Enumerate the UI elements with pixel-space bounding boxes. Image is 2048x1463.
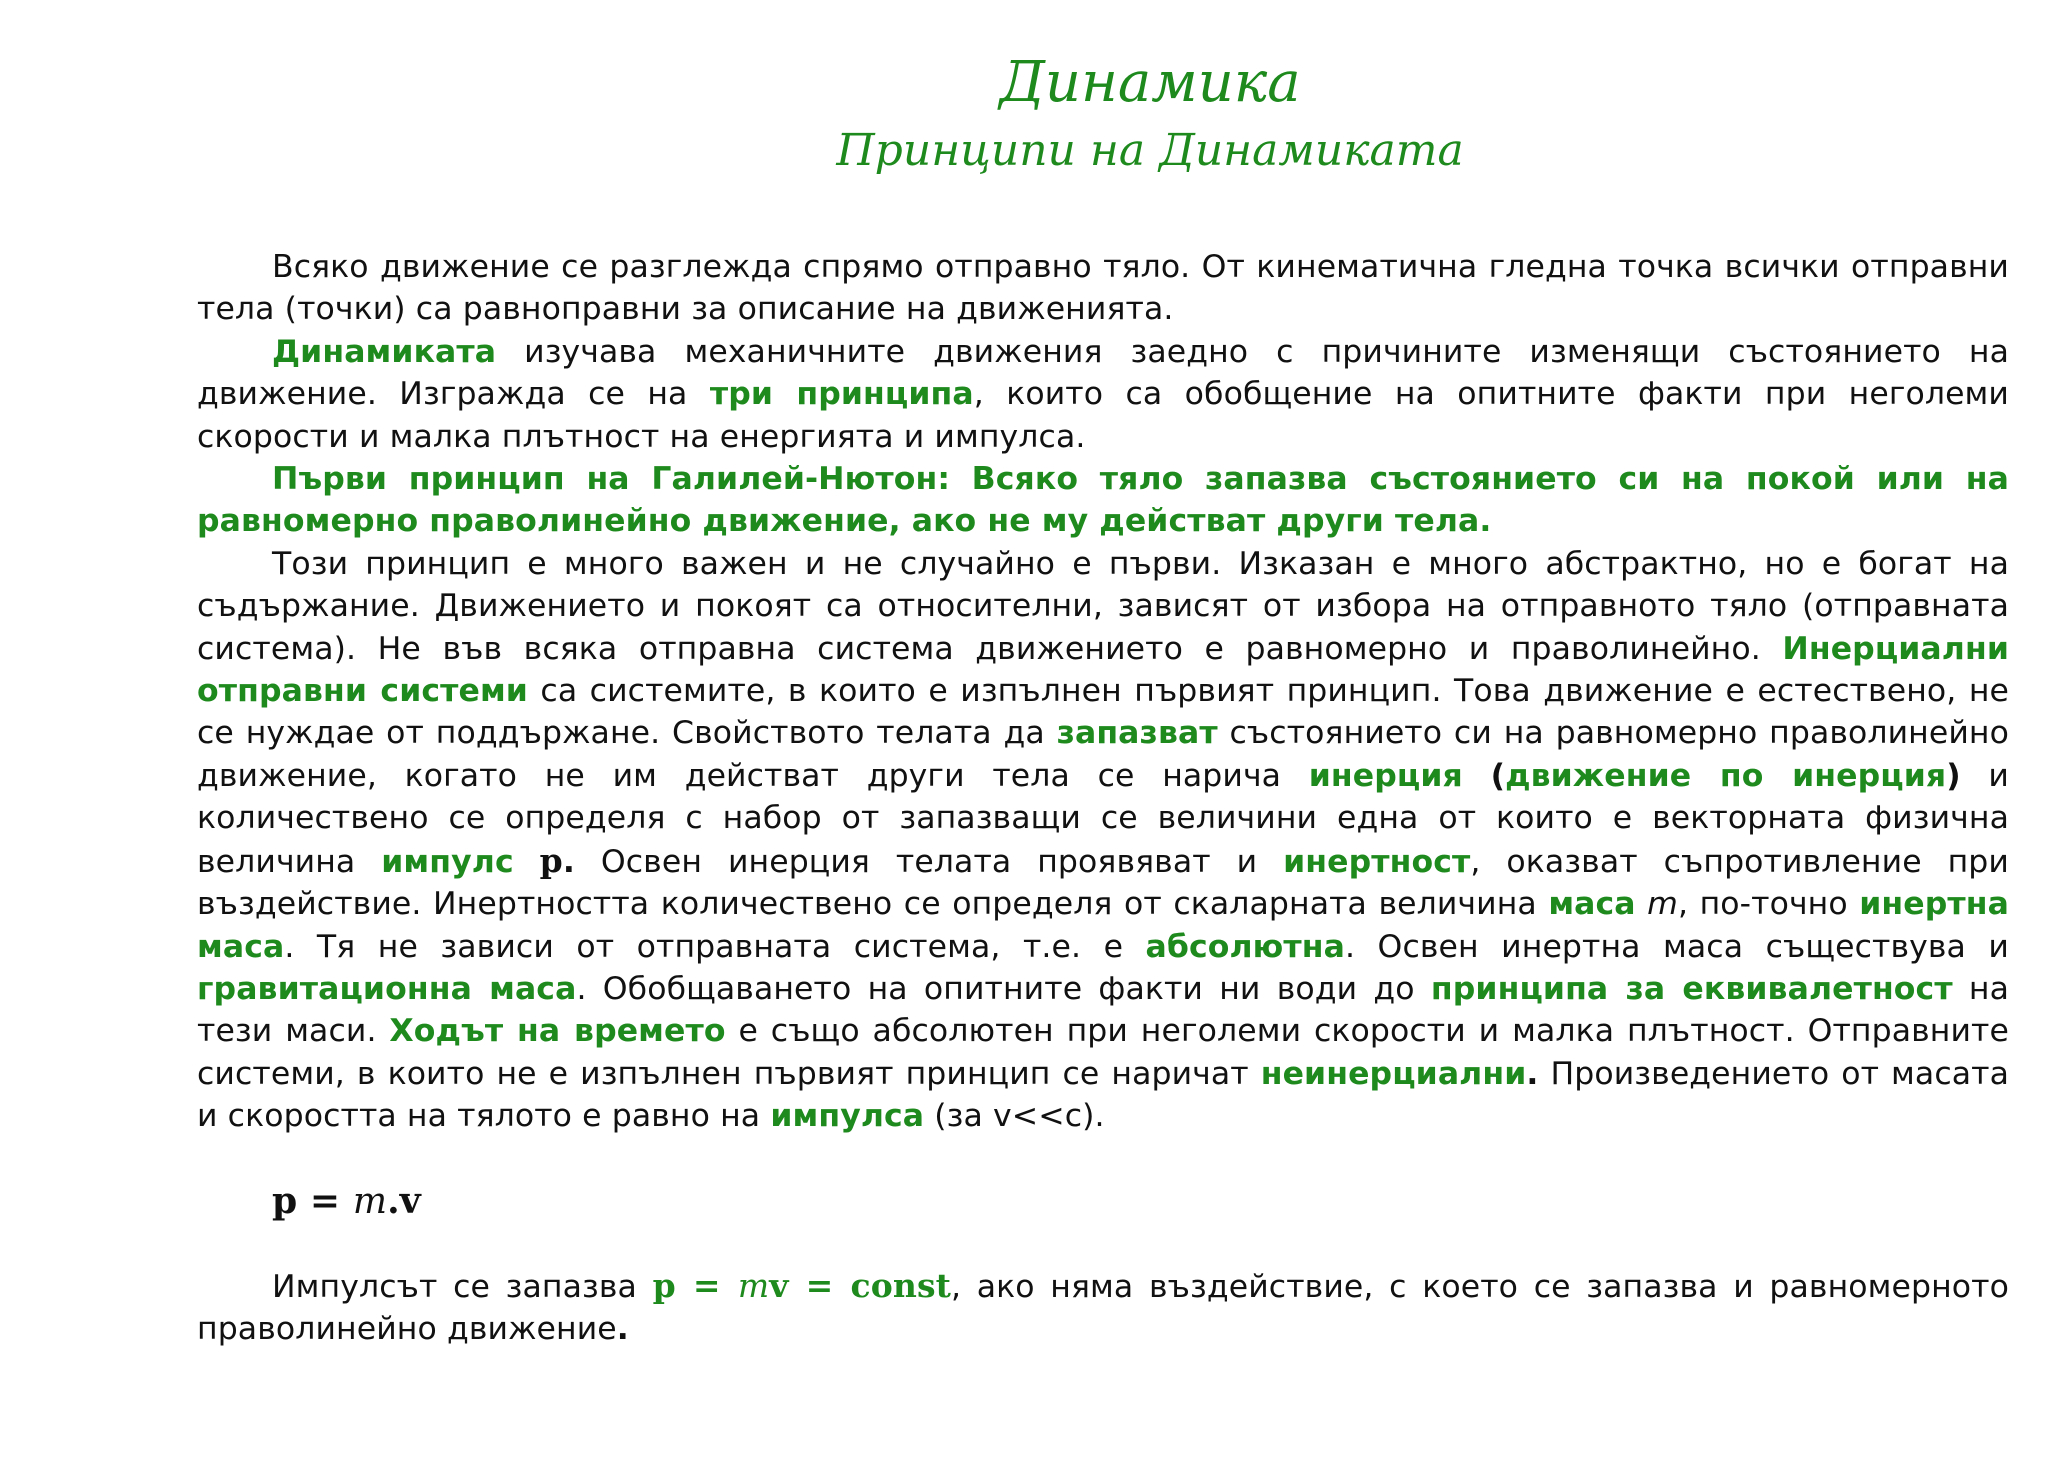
term-three-principles: три принципа bbox=[709, 376, 974, 413]
text-run: Освен инерция телата проявяват и bbox=[574, 843, 1284, 880]
term-absolute: абсолютна bbox=[1145, 928, 1345, 965]
text-run: състоянието си на равномерно праволинейно движение, когато не им действат други тела се нарича bbox=[197, 715, 2009, 794]
term-preserve: запазват bbox=[1056, 715, 1218, 752]
text-run: . Тя не зависи от отправната система, т.е. е bbox=[284, 928, 1146, 965]
paren-open: ( bbox=[1490, 757, 1506, 794]
text-run: . Освен инертна маса съществува и bbox=[1344, 928, 2009, 965]
conservation-p: p bbox=[652, 1265, 676, 1305]
first-principle-statement: Първи принцип на Галилей-Нютон: Всяко тяло запазва състоянието си на покой или на равномерно праволинейно движение, ако не му действат други тела. bbox=[197, 461, 2009, 540]
text-run: , по-точно bbox=[1677, 886, 1860, 923]
term-inertial-mass: инертна маса bbox=[197, 886, 2009, 965]
text-run: . Обобщаването на опитните факти ни води до bbox=[576, 970, 1431, 1007]
term-mass: маса bbox=[1548, 886, 1636, 923]
paren-close: ) bbox=[1946, 757, 1961, 794]
text-run: Произведението от масата и скоростта на тялото е равно на bbox=[197, 1055, 2009, 1135]
term-inertia: инерция bbox=[1308, 757, 1463, 794]
punct-dot: . bbox=[562, 843, 575, 880]
text-run: на тези маси. bbox=[197, 970, 2010, 1050]
paragraph-1: Всяко движение се разглежда спрямо отправно тяло. От кинематична гледна точка всички отправни тела (точки) са равноправни за описание на движенията. bbox=[197, 249, 2009, 328]
term-equivalence-principle: принципа за еквивалетност bbox=[1430, 970, 1953, 1007]
document-body bbox=[197, 246, 2009, 1350]
term-inertness: инертност bbox=[1283, 843, 1471, 880]
formula-dot: . bbox=[387, 1179, 400, 1222]
formula-p: p bbox=[272, 1179, 298, 1222]
text-run: (за v<<c). bbox=[924, 1098, 1105, 1135]
text-run: , оказват съпротивление при въздействие. Инертността количествено се определя от скаларната величина bbox=[197, 843, 2009, 923]
text-run: Импулсът се запазва bbox=[272, 1268, 653, 1305]
text-run: са системите, в които е изпълнен първият принцип. Това движение е естествено, не се нуждае от поддържане. Свойството телата да bbox=[197, 673, 2009, 752]
term-momentum-2: импулса bbox=[770, 1098, 925, 1135]
term-inertial-frames: Инерциални отправни системи bbox=[197, 630, 2009, 710]
term-dynamics: Динамиката bbox=[272, 333, 497, 370]
term-noninertial: неинерциални bbox=[1260, 1055, 1527, 1092]
symbol-p: p bbox=[539, 840, 563, 880]
term-motion-by-inertia: движение по инерция bbox=[1505, 757, 1947, 794]
text-run: е също абсолютен при неголеми скорости и малка плътност. Отправните системи, в които не е изпълнен първият принцип се наричат bbox=[197, 1013, 2009, 1092]
formula-v: v bbox=[399, 1179, 421, 1222]
text-run: , ако няма въздействие, с което се запазва и равномерното праволинейно движение bbox=[197, 1268, 2009, 1347]
momentum-formula bbox=[272, 1180, 2009, 1223]
conservation-v: v bbox=[769, 1265, 789, 1305]
conservation-m: m bbox=[737, 1265, 770, 1305]
conservation-const: = const bbox=[788, 1265, 951, 1305]
text-run: Този принцип е много важен и не случайно е първи. Изказан е много абстрактно, но е богат на съдържание. Движението и покоят са относителни, зависят от избора на отправното тяло (отправната система). Не във всяка отправна система движението е равномерно и праволинейно. bbox=[197, 545, 2009, 667]
punct-dot: . bbox=[616, 1310, 629, 1347]
paragraph-4 bbox=[197, 543, 2009, 1138]
page-title: Динамика bbox=[999, 50, 1301, 115]
formula-eq: = bbox=[297, 1179, 353, 1222]
formula-m: m bbox=[352, 1180, 388, 1222]
title-block bbox=[700, 48, 1600, 182]
term-gravitational-mass: гравитационна маса bbox=[197, 970, 577, 1007]
paragraph-2 bbox=[197, 331, 2009, 458]
term-course-of-time: Ходът на времето bbox=[389, 1013, 726, 1050]
paragraph-5 bbox=[197, 1265, 2009, 1351]
punct-dot: . bbox=[1526, 1055, 1539, 1092]
conservation-eq: = bbox=[675, 1265, 738, 1305]
page-subtitle: Принципи на Динамиката bbox=[836, 125, 1464, 176]
text-run: , които са обобщение на опитните факти при неголеми скорости и малка плътност на енергията и импулса. bbox=[197, 376, 2009, 455]
symbol-m: m bbox=[1647, 886, 1678, 923]
text-run: и количествено се определя с набор от запазващи се величини една от които е векторната физична величина bbox=[197, 757, 2009, 880]
text-run: изучава механичните движения заедно с причините изменящи състоянието на движение. Изгражда се на bbox=[197, 333, 2009, 413]
term-momentum: импулс bbox=[381, 843, 514, 880]
